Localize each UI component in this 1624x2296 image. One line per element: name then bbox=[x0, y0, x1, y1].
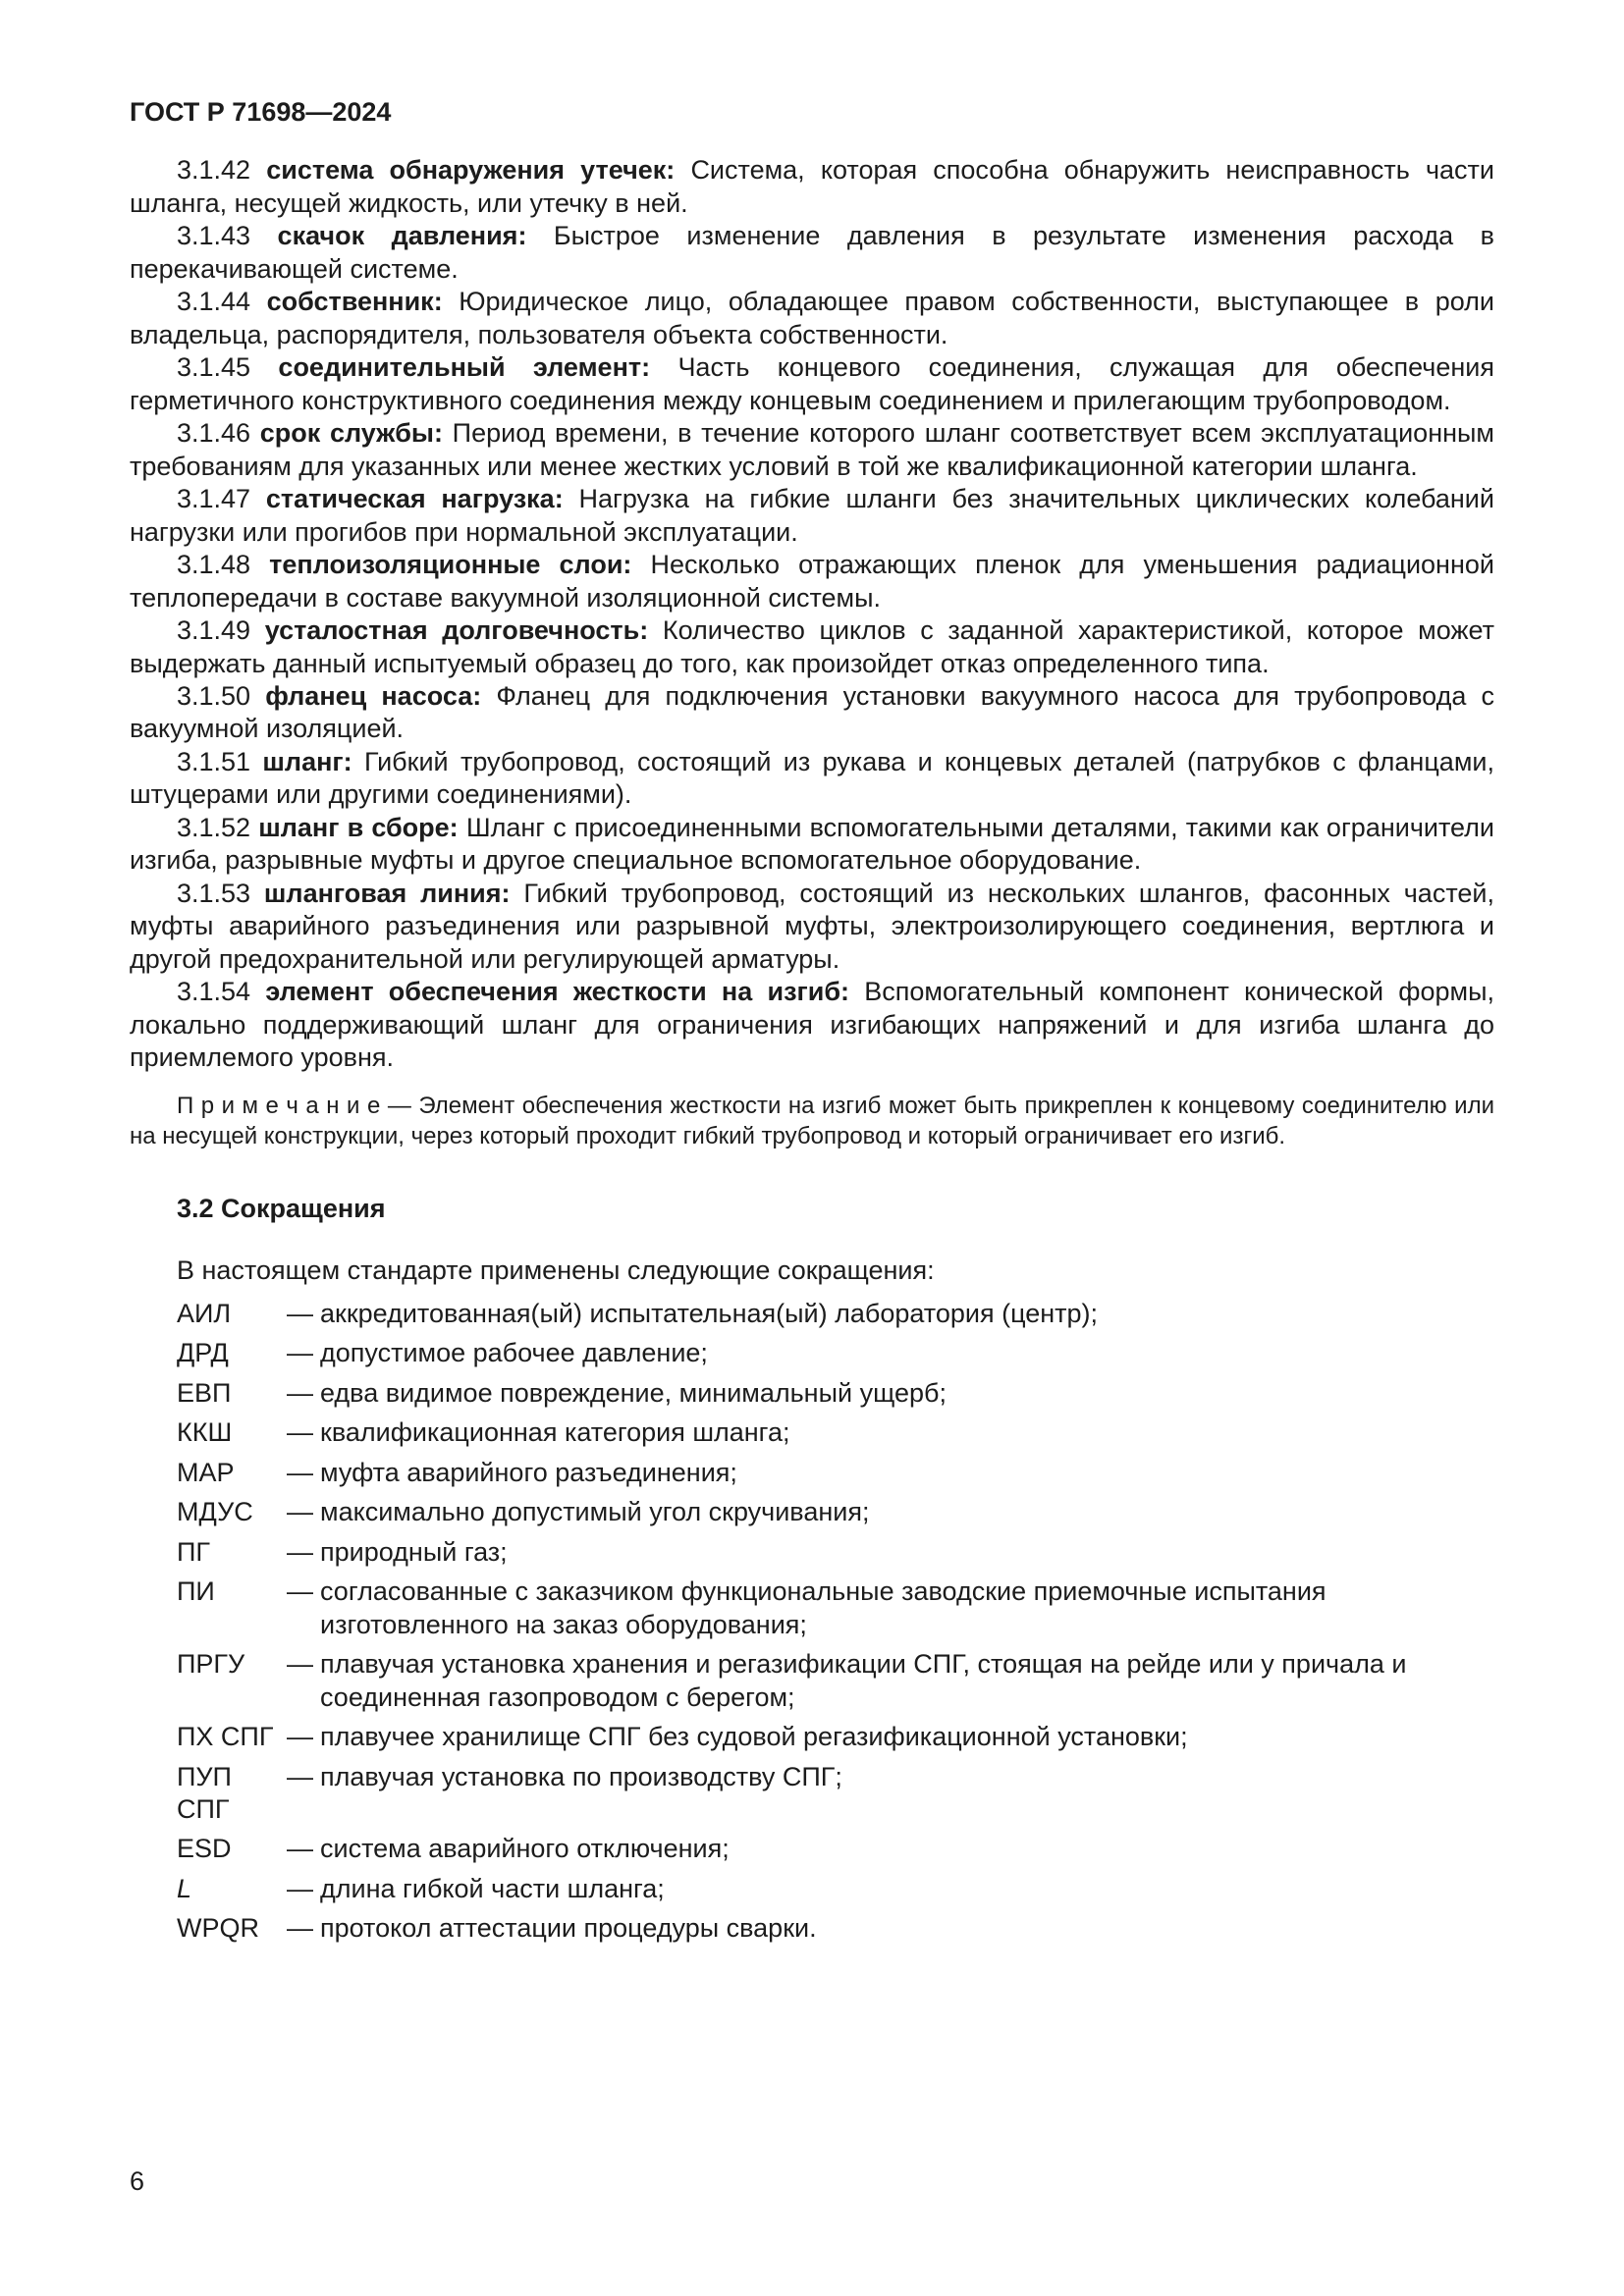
definition-term: шланговая линия: bbox=[263, 878, 511, 908]
abbreviation-definition: длина гибкой части шланга; bbox=[320, 1873, 665, 1903]
definition-text: Несколько отражающих пленок для уменьшения радиационной теплопередачи в составе вакуумной изоляционной системы. bbox=[130, 550, 1494, 613]
definition-term: элемент обеспечения жесткости на изгиб: bbox=[265, 977, 850, 1007]
definition-text: Система, которая способна обнаружить неисправность части шланга, несущей жидкость, или утечку в ней. bbox=[130, 155, 1494, 218]
abbreviation-row bbox=[177, 1377, 1494, 1410]
definition-term: шланг в сборе: bbox=[258, 812, 459, 842]
abbreviation-dash: — bbox=[287, 1377, 313, 1408]
abbreviation-row bbox=[177, 1536, 1494, 1569]
definition-number: 3.1.53 bbox=[177, 878, 251, 908]
definition-number: 3.1.48 bbox=[177, 550, 251, 580]
abbreviation-row bbox=[177, 1912, 1494, 1945]
abbreviation-definition: плавучая установка хранения и регазификации СПГ, стоящая на рейде или у причала и соединенная газопроводом с берегом; bbox=[320, 1649, 1407, 1712]
abbreviation-definition: квалификационная категория шланга; bbox=[320, 1417, 790, 1448]
definition-number: 3.1.43 bbox=[177, 221, 251, 251]
abbreviation-definition: природный газ; bbox=[320, 1536, 508, 1567]
definition-text: Вспомогательный компонент конической формы, локально поддерживающий шланг для ограничения изгибающих напряжений и для изгиба шланга до приемлемого уровня. bbox=[130, 977, 1494, 1073]
abbreviation-term: МАР bbox=[177, 1457, 235, 1487]
definition-number: 3.1.44 bbox=[177, 287, 251, 317]
definition-number: 3.1.45 bbox=[177, 352, 251, 383]
definition-text: Гибкий трубопровод, состоящий из нескольких шлангов, фасонных частей, муфты аварийного разъединения или разрывной муфты, электроизолирующего соединения, вертлюга и другой предохранительной или регулирующей арматуры. bbox=[130, 878, 1494, 974]
definition-paragraph bbox=[130, 680, 1494, 746]
definition-text: Гибкий трубопровод, состоящий из рукава и концевых деталей (патрубков с фланцами, штуцерами или другими соединениями). bbox=[130, 746, 1494, 810]
abbreviation-term: ПРГУ bbox=[177, 1649, 245, 1680]
definition-paragraph bbox=[130, 286, 1494, 351]
abbreviation-definition: максимально допустимый угол скручивания; bbox=[320, 1497, 870, 1527]
abbreviation-dash: — bbox=[287, 1649, 313, 1680]
abbreviation-term: WPQR bbox=[177, 1913, 259, 1944]
abbreviation-term: ДРД bbox=[177, 1338, 229, 1368]
abbreviation-definition: система аварийного отключения; bbox=[320, 1834, 730, 1864]
abbreviation-definition: плавучая установка по производству СПГ; bbox=[320, 1761, 842, 1791]
abbreviation-definition: согласованные с заказчиком функциональные заводские приемочные испытания изготовленного на заказ оборудования; bbox=[320, 1576, 1326, 1639]
abbreviation-term: ПГ bbox=[177, 1536, 211, 1567]
abbreviation-dash: — bbox=[287, 1298, 313, 1328]
abbreviation-term: L bbox=[177, 1873, 192, 1903]
abbreviation-dash: — bbox=[287, 1338, 313, 1368]
abbreviation-definition: муфта аварийного разъединения; bbox=[320, 1457, 737, 1487]
abbreviation-term: ESD bbox=[177, 1834, 232, 1864]
abbreviation-term: ККШ bbox=[177, 1417, 233, 1448]
definition-text: Шланг с присоединенными вспомогательными деталями, такими как ограничители изгиба, разрывные муфты и другое специальное вспомогательное оборудование. bbox=[130, 812, 1494, 876]
abbreviations-list bbox=[177, 1298, 1494, 1946]
abbreviation-dash: — bbox=[287, 1873, 313, 1903]
abbreviation-term: ПИ bbox=[177, 1576, 215, 1607]
definition-paragraph bbox=[130, 614, 1494, 680]
note-paragraph bbox=[130, 1091, 1494, 1151]
abbreviation-row bbox=[177, 1833, 1494, 1865]
definition-term: теплоизоляционные слои: bbox=[269, 550, 632, 580]
note-text: Элемент обеспечения жесткости на изгиб может быть прикреплен к концевому соединителю или на несущей конструкции, через который проходит гибкий трубопровод и который ограничивает его изгиб. bbox=[130, 1092, 1494, 1149]
definition-paragraph bbox=[130, 976, 1494, 1074]
definition-term: соединительный элемент: bbox=[278, 352, 651, 383]
definition-number: 3.1.54 bbox=[177, 977, 251, 1007]
abbreviation-dash: — bbox=[287, 1722, 313, 1752]
definition-paragraph bbox=[130, 746, 1494, 812]
abbreviation-definition: едва видимое повреждение, минимальный ущерб; bbox=[320, 1377, 947, 1408]
section-heading: 3.2 Сокращения bbox=[177, 1193, 386, 1223]
definition-text: Нагрузка на гибкие шланги без значительных циклических колебаний нагрузки или прогибов при нормальной эксплуатации. bbox=[130, 484, 1494, 547]
abbreviation-row bbox=[177, 1761, 1494, 1827]
definition-term: срок службы: bbox=[259, 418, 443, 449]
definition-text: Юридическое лицо, обладающее правом собственности, выступающее в роли владельца, распорядителя, пользователя объекта собственности. bbox=[130, 287, 1494, 349]
note-label: П р и м е ч а н и е bbox=[177, 1092, 381, 1119]
definition-number: 3.1.49 bbox=[177, 615, 251, 646]
abbreviation-row bbox=[177, 1298, 1494, 1330]
definition-paragraph bbox=[130, 351, 1494, 417]
abbreviations-intro: В настоящем стандарте применены следующие сокращения: bbox=[177, 1255, 935, 1286]
definition-term: собственник: bbox=[266, 287, 443, 317]
definition-text: Фланец для подключения установки вакуумного насоса для трубопровода с вакуумной изоляцией. bbox=[130, 680, 1494, 744]
abbreviation-row bbox=[177, 1575, 1494, 1641]
abbreviation-row bbox=[177, 1337, 1494, 1369]
definition-term: статическая нагрузка: bbox=[265, 484, 564, 514]
abbreviation-term: ПХ СПГ bbox=[177, 1722, 274, 1752]
abbreviation-dash: — bbox=[287, 1576, 313, 1607]
abbreviation-row bbox=[177, 1496, 1494, 1528]
abbreviation-row bbox=[177, 1648, 1494, 1714]
definition-paragraph bbox=[130, 154, 1494, 220]
definition-paragraph bbox=[130, 483, 1494, 549]
abbreviation-row bbox=[177, 1416, 1494, 1449]
abbreviation-row bbox=[177, 1873, 1494, 1905]
abbreviation-dash: — bbox=[287, 1761, 313, 1791]
abbreviation-term: ЕВП bbox=[177, 1377, 232, 1408]
definition-paragraph bbox=[130, 878, 1494, 976]
definition-number: 3.1.47 bbox=[177, 484, 251, 514]
definition-term: фланец насоса: bbox=[265, 680, 482, 711]
abbreviation-dash: — bbox=[287, 1834, 313, 1864]
abbreviation-dash: — bbox=[287, 1497, 313, 1527]
abbreviation-dash: — bbox=[287, 1417, 313, 1448]
definition-number: 3.1.52 bbox=[177, 812, 251, 842]
definition-text: Быстрое изменение давления в результате изменения расхода в перекачивающей системе. bbox=[130, 221, 1494, 284]
definition-paragraph bbox=[130, 220, 1494, 286]
definition-number: 3.1.42 bbox=[177, 155, 251, 186]
definition-paragraph bbox=[130, 549, 1494, 614]
definition-number: 3.1.46 bbox=[177, 418, 251, 449]
definition-term: усталостная долговечность: bbox=[264, 615, 649, 646]
definition-text: Часть концевого соединения, служащая для обеспечения герметичного конструктивного соединения между концевым соединением и прилегающим трубопроводом. bbox=[130, 352, 1494, 415]
abbreviation-dash: — bbox=[287, 1536, 313, 1567]
abbreviation-row bbox=[177, 1721, 1494, 1753]
page-number: 6 bbox=[130, 2165, 145, 2196]
definition-text: Количество циклов с заданной характеристикой, которое может выдержать данный испытуемый образец до того, как произойдет отказ определенного типа. bbox=[130, 615, 1494, 678]
abbreviation-term: ПУП СПГ bbox=[177, 1761, 232, 1824]
abbreviation-row bbox=[177, 1457, 1494, 1489]
definition-term: скачок давления: bbox=[277, 221, 527, 251]
abbreviation-term: МДУС bbox=[177, 1497, 253, 1527]
definition-paragraph bbox=[130, 812, 1494, 878]
abbreviation-term: АИЛ bbox=[177, 1298, 232, 1328]
abbreviation-dash: — bbox=[287, 1457, 313, 1487]
abbreviation-dash: — bbox=[287, 1913, 313, 1944]
abbreviation-definition: плавучее хранилище СПГ без судовой регазификационной установки; bbox=[320, 1722, 1188, 1752]
definition-term: система обнаружения утечек: bbox=[266, 155, 676, 186]
abbreviation-definition: допустимое рабочее давление; bbox=[320, 1338, 708, 1368]
document-header: ГОСТ Р 71698—2024 bbox=[130, 97, 392, 127]
abbreviation-definition: протокол аттестации процедуры сварки. bbox=[320, 1913, 817, 1944]
definition-paragraph bbox=[130, 417, 1494, 483]
definition-number: 3.1.50 bbox=[177, 680, 251, 711]
definition-text: Период времени, в течение которого шланг соответствует всем эксплуатационным требованиям для указанных или менее жестких условий в той же квалификационной категории шланга. bbox=[130, 418, 1494, 481]
definition-term: шланг: bbox=[262, 746, 352, 776]
note-dash: — bbox=[387, 1092, 411, 1119]
definition-number: 3.1.51 bbox=[177, 746, 251, 776]
abbreviation-definition: аккредитованная(ый) испытательная(ый) лаборатория (центр); bbox=[320, 1298, 1099, 1328]
